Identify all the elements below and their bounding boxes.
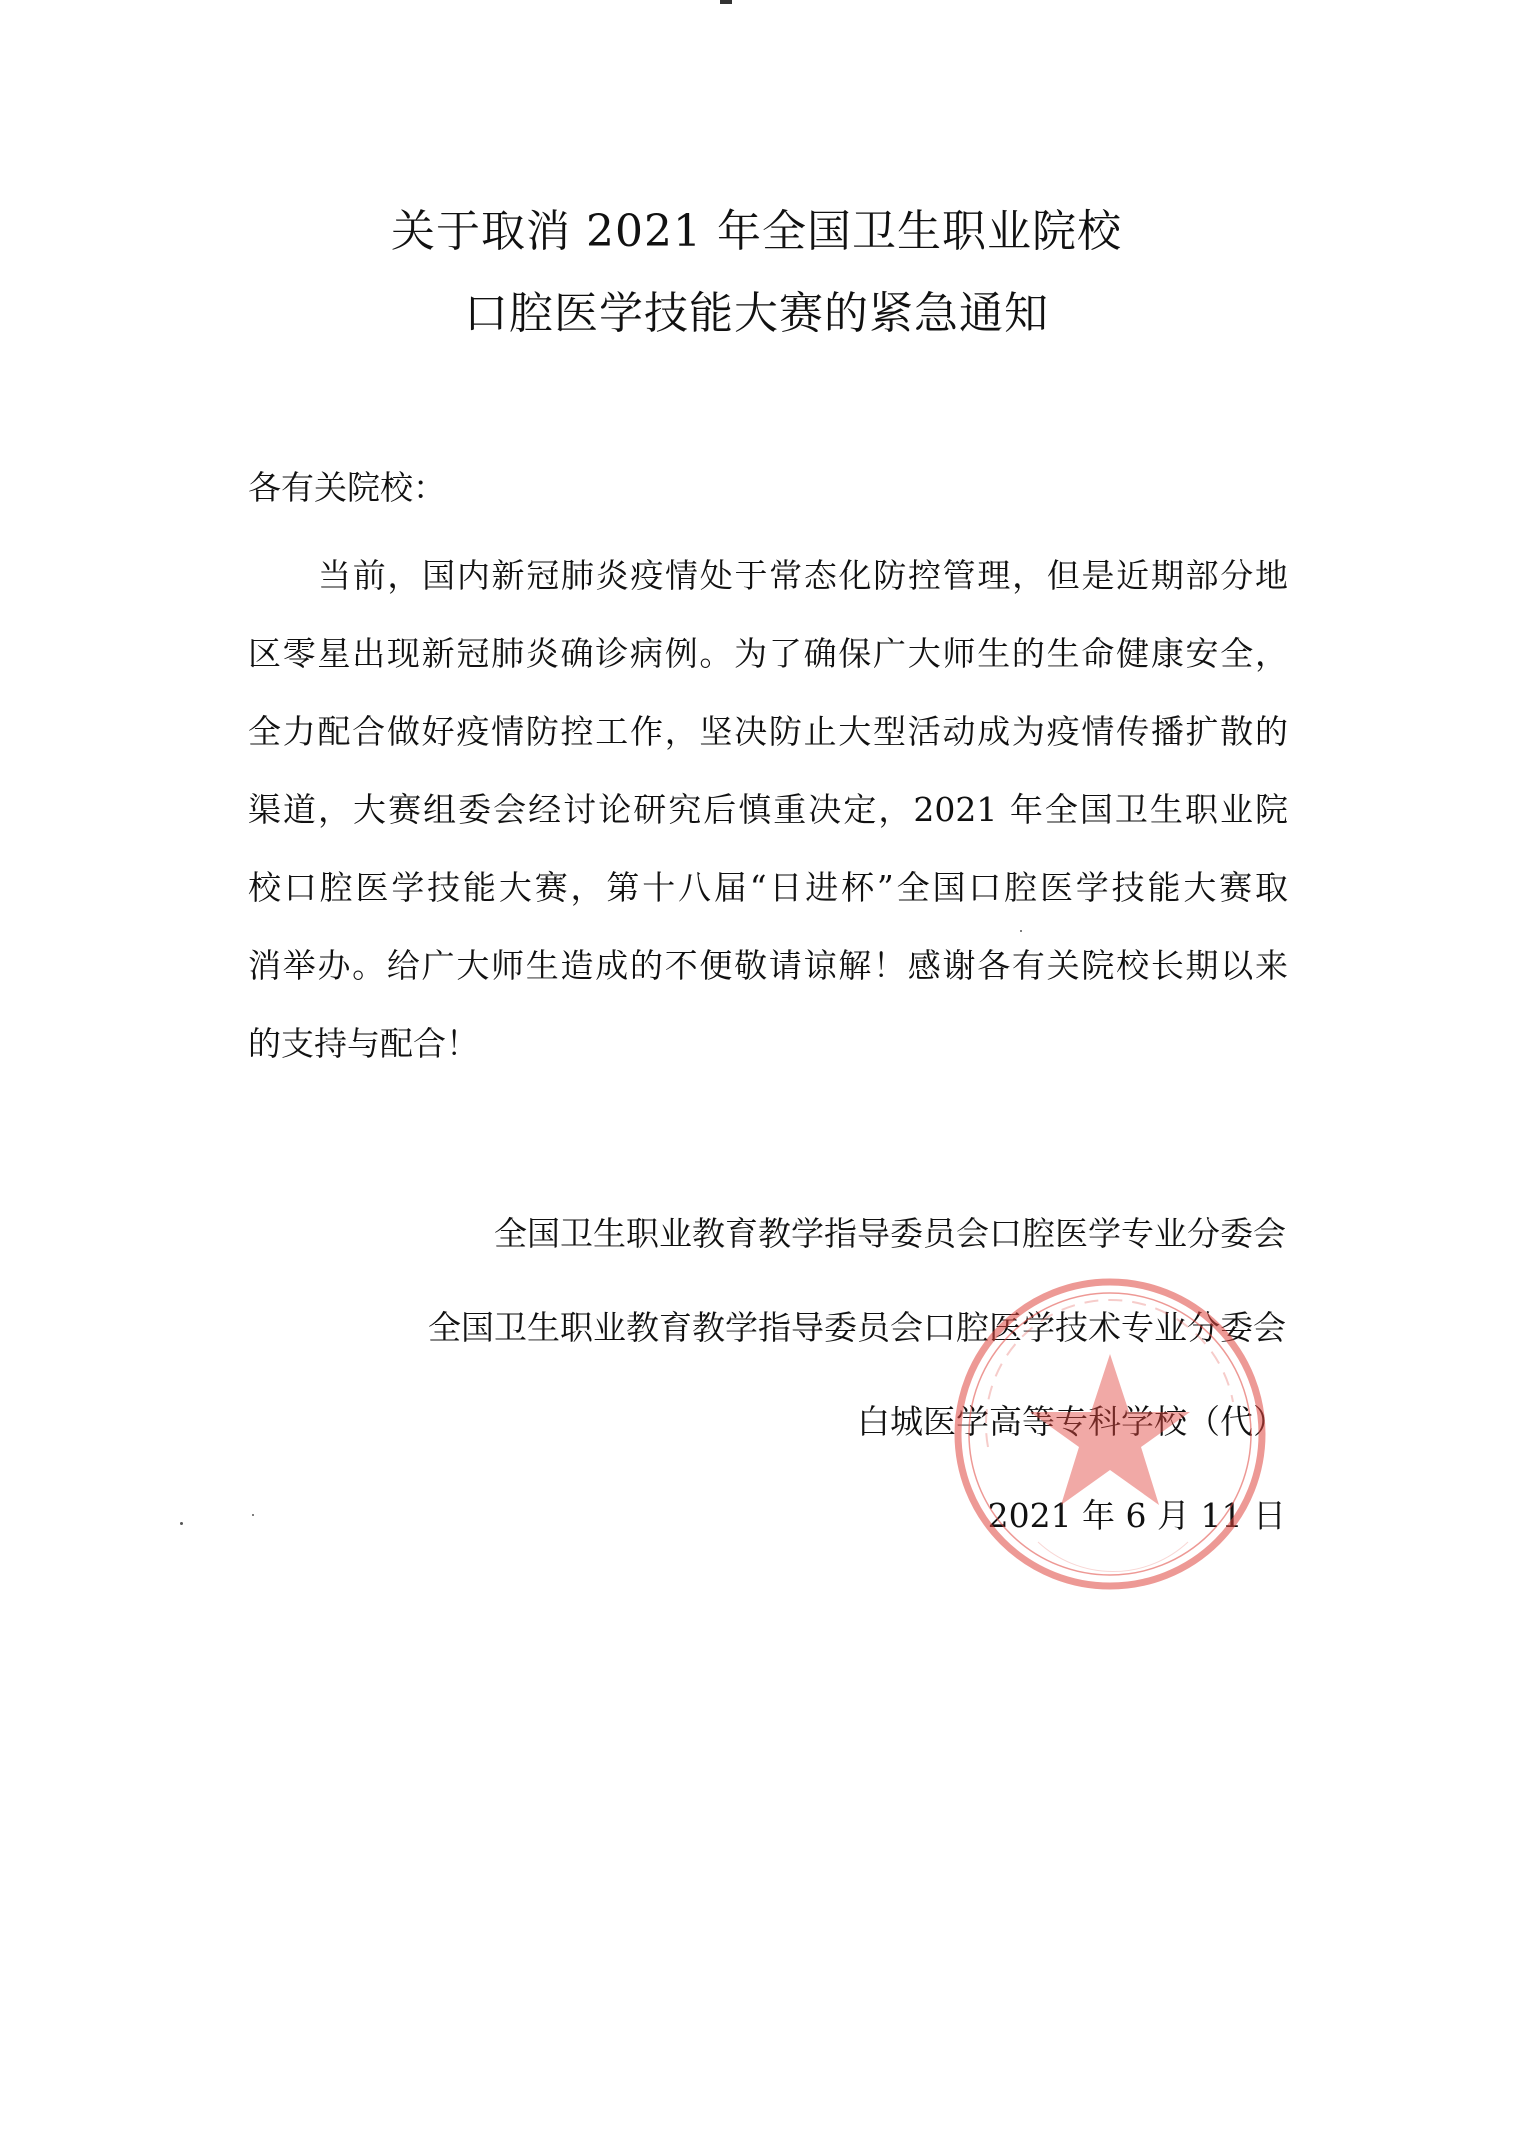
title-line-2: 口腔医学技能大赛的紧急通知 [464,288,1049,339]
body-line: 消举办。给广大师生造成的不便敬请谅解！感谢各有关院校长期以来 [248,946,1288,985]
signature-committee-2: 全国卫生职业教育教学指导委员会口腔医学技术专业分委会 [428,1308,1286,1347]
body-line: 当前，国内新冠肺炎疫情处于常态化防控管理，但是近期部分地 [318,556,1288,595]
scan-speck [180,1522,183,1525]
salutation: 各有关院校： [248,468,446,507]
signature-school: 白城医学高等专科学校（代） [857,1402,1286,1441]
body-line: 渠道，大赛组委会经讨论研究后慎重决定，2021 年全国卫生职业院 [248,790,1288,829]
title-line-1: 关于取消 2021 年全国卫生职业院校 [391,206,1122,257]
body-line: 区零星出现新冠肺炎确诊病例。为了确保广大师生的生命健康安全， [248,634,1288,673]
scan-speck [252,1514,254,1516]
body-line: 校口腔医学技能大赛，第十八届“日进杯”全国口腔医学技能大赛取 [248,868,1288,907]
signature-committee-1: 全国卫生职业教育教学指导委员会口腔医学专业分委会 [494,1214,1286,1253]
scan-mark [720,0,732,4]
document-date: 2021 年 6 月 11 日 [987,1496,1286,1535]
body-line: 全力配合做好疫情防控工作，坚决防止大型活动成为疫情传播扩散的 [248,712,1288,751]
scan-speck [1020,930,1022,932]
body-line: 的支持与配合！ [248,1024,479,1063]
